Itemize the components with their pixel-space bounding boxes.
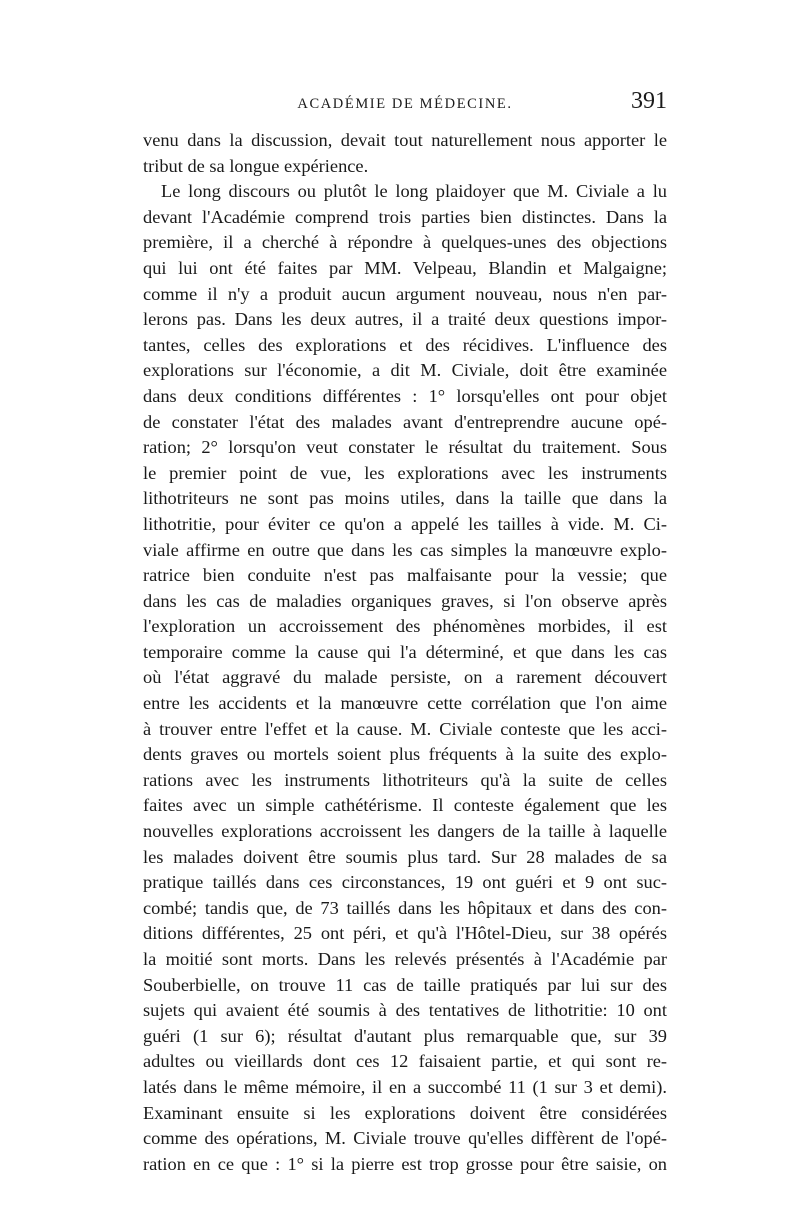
- text-line: ditions différentes, 25 ont péri, et qu'à l'Hôtel-Dieu, sur 38 opérés: [143, 923, 667, 944]
- text-line: où l'état aggravé du malade persiste, on a rarement découvert: [143, 667, 667, 688]
- text-line: rations avec les instruments lithotriteurs qu'à la suite de celles: [143, 769, 667, 790]
- text-line: venu dans la discussion, devait tout naturellement nous apporter le: [143, 130, 667, 150]
- text-line: Examinant ensuite si les explorations doivent être considérées: [143, 1102, 667, 1123]
- text-line: comme il n'y a produit aucun argument nouveau, nous n'en par-: [143, 283, 667, 304]
- text-line: devant l'Académie comprend trois parties bien distinctes. Dans la: [143, 206, 667, 227]
- page-number: 391: [631, 88, 667, 114]
- text-line: première, il a cherché à répondre à quelques-unes des objections: [143, 232, 667, 253]
- text-line: ration; 2° lorsqu'on veut constater le résultat du traitement. Sous: [143, 437, 667, 458]
- text-line: qui lui ont été faites par MM. Velpeau, Blandin et Malgaigne;: [143, 257, 667, 278]
- text-line: l'exploration un accroissement des phénomènes morbides, il est: [143, 616, 667, 637]
- text-line: guéri (1 sur 6); résultat d'autant plus remarquable que, sur 39: [143, 1025, 667, 1046]
- text-line: latés dans le même mémoire, il en a succombé 11 (1 sur 3 et demi).: [143, 1076, 667, 1097]
- text-line: sujets qui avaient été soumis à des tentatives de lithotritie: 10 ont: [143, 1000, 667, 1021]
- text-line: lithotriteurs ne sont pas moins utiles, dans la taille que dans la: [143, 488, 667, 509]
- text-line: Le long discours ou plutôt le long plaidoyer que M. Civiale a lu: [161, 181, 667, 202]
- text-line: le premier point de vue, les explorations avec les instruments: [143, 462, 667, 483]
- text-line: dans deux conditions différentes : 1° lorsqu'elles ont pour objet: [143, 385, 667, 406]
- text-line: les malades doivent être soumis plus tard. Sur 28 malades de sa: [143, 846, 667, 867]
- body-text: [143, 128, 667, 1177]
- text-line: nouvelles explorations accroissent les dangers de la taille à laquelle: [143, 821, 667, 842]
- text-line: Souberbielle, on trouve 11 cas de taille pratiqués par lui sur des: [143, 974, 667, 995]
- book-page: [143, 88, 667, 1177]
- text-line: viale affirme en outre que dans les cas simples la manœuvre explo-: [143, 539, 667, 560]
- text-line: dents graves ou mortels soient plus fréquents à la suite des explo-: [143, 744, 667, 765]
- text-line: la moitié sont morts. Dans les relevés présentés à l'Académie par: [143, 949, 667, 969]
- text-line: de constater l'état des malades avant d'entreprendre aucune opé-: [143, 411, 667, 432]
- text-line: lerons pas. Dans les deux autres, il a traité deux questions impor-: [143, 309, 667, 330]
- text-line: tribut de sa longue expérience.: [143, 155, 369, 176]
- text-line: dans les cas de maladies organiques graves, si l'on observe après: [143, 590, 667, 611]
- text-line: temporaire comme la cause qui l'a déterminé, et que dans les cas: [143, 641, 667, 662]
- text-line: lithotritie, pour éviter ce qu'on a appelé les tailles à vide. M. Ci-: [143, 513, 667, 534]
- text-line: tantes, celles des explorations et des récidives. L'influence des: [143, 334, 667, 355]
- text-line: ration en ce que : 1° si la pierre est trop grosse pour être saisie, on: [143, 1153, 667, 1174]
- text-line: faites avec un simple cathétérisme. Il conteste également que les: [143, 795, 667, 816]
- text-line: combé; tandis que, de 73 taillés dans les hôpitaux et dans des con-: [143, 897, 667, 918]
- text-line: comme des opérations, M. Civiale trouve qu'elles diffèrent de l'opé-: [143, 1128, 667, 1149]
- text-line: entre les accidents et la manœuvre cette corrélation que l'on aime: [143, 693, 667, 714]
- text-line: ratrice bien conduite n'est pas malfaisante pour la vessie; que: [143, 565, 667, 586]
- page-header: [143, 88, 667, 128]
- text-line: pratique taillés dans ces circonstances, 19 ont guéri et 9 ont suc-: [143, 872, 667, 893]
- text-line: explorations sur l'économie, a dit M. Civiale, doit être examinée: [143, 360, 667, 381]
- text-line: à trouver entre l'effet et la cause. M. Civiale conteste que les acci-: [143, 718, 667, 739]
- text-line: adultes ou vieillards dont ces 12 faisaient partie, et qui sont re-: [143, 1051, 667, 1072]
- running-title: ACADÉMIE DE MÉDECINE.: [297, 96, 513, 112]
